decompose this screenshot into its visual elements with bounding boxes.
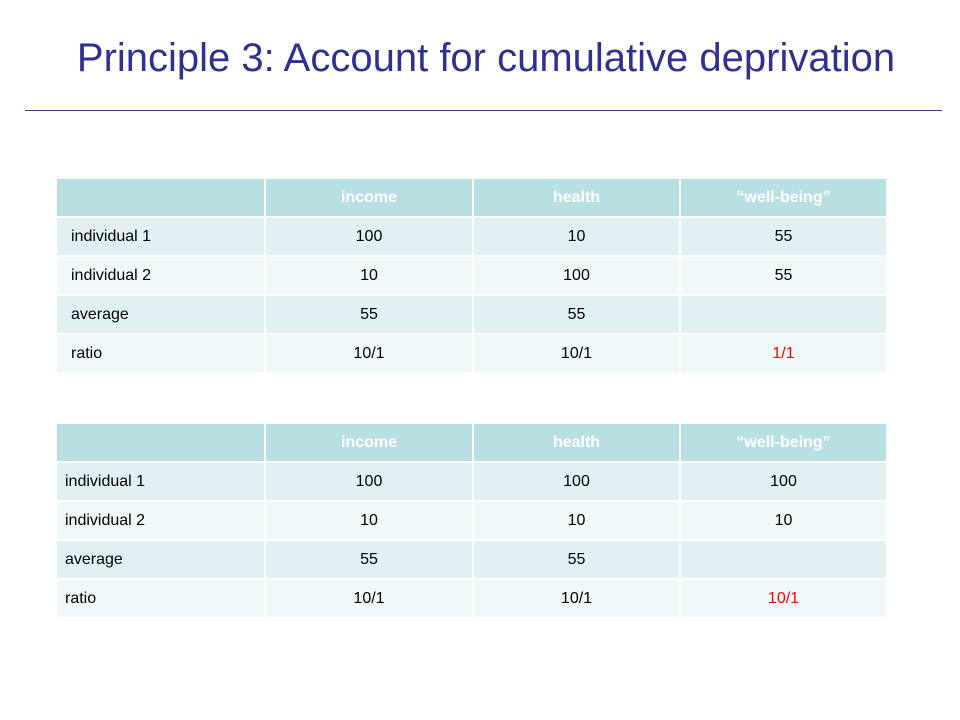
table-row [57,462,887,501]
health-cell: 10/1 [473,579,680,618]
income-cell: 10 [265,256,473,295]
table-row [57,334,887,373]
row-label: ratio [57,334,265,373]
wellbeing-cell [680,540,887,579]
wellbeing-ratio-highlight: 10/1 [680,579,887,618]
header-wellbeing: “well-being” [680,424,887,462]
slide-title: Principle 3: Account for cumulative deprivation [76,36,896,80]
table-row [57,540,887,579]
income-cell: 100 [265,217,473,256]
health-cell: 55 [473,540,680,579]
header-health: health [473,179,680,217]
title-divider [25,110,942,111]
table-header-row [57,179,887,217]
table-row [57,579,887,618]
header-empty [57,424,265,462]
income-cell: 10 [265,501,473,540]
table-equal-wellbeing [57,179,888,374]
table-row [57,256,887,295]
header-empty [57,179,265,217]
health-cell: 100 [473,256,680,295]
wellbeing-cell: 55 [680,256,887,295]
health-cell: 100 [473,462,680,501]
wellbeing-cell: 10 [680,501,887,540]
header-wellbeing: “well-being” [680,179,887,217]
table-cumulative-deprivation [57,424,888,619]
header-income: income [265,179,473,217]
row-label: average [57,540,265,579]
health-cell: 55 [473,295,680,334]
wellbeing-ratio-highlight: 1/1 [680,334,887,373]
header-income: income [265,424,473,462]
income-cell: 100 [265,462,473,501]
table-row [57,501,887,540]
header-health: health [473,424,680,462]
row-label: individual 1 [57,217,265,256]
wellbeing-cell [680,295,887,334]
wellbeing-cell: 100 [680,462,887,501]
table-row [57,295,887,334]
health-cell: 10/1 [473,334,680,373]
income-cell: 55 [265,540,473,579]
income-cell: 55 [265,295,473,334]
income-cell: 10/1 [265,334,473,373]
row-label: ratio [57,579,265,618]
health-cell: 10 [473,501,680,540]
row-label: individual 2 [57,256,265,295]
table-row [57,217,887,256]
row-label: individual 1 [57,462,265,501]
health-cell: 10 [473,217,680,256]
row-label: individual 2 [57,501,265,540]
wellbeing-cell: 55 [680,217,887,256]
income-cell: 10/1 [265,579,473,618]
table-header-row [57,424,887,462]
row-label: average [57,295,265,334]
